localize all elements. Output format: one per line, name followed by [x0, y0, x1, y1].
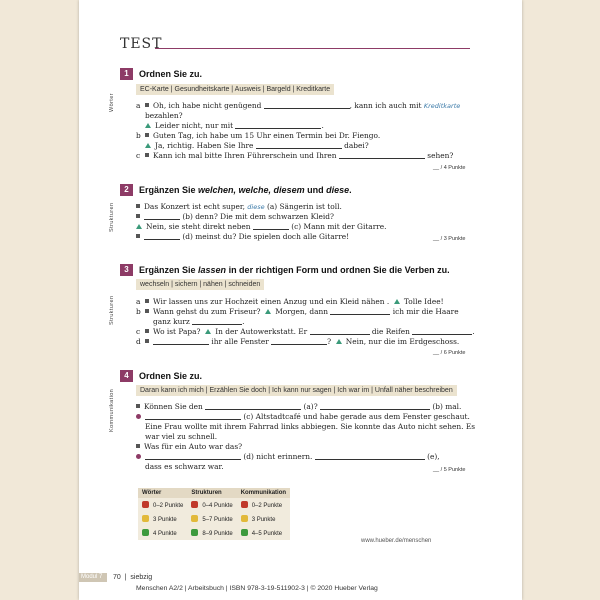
section-3-words: wechseln | sichern | nähen | schneiden: [140, 281, 261, 288]
green-lamp-icon: [241, 529, 248, 536]
module-tag: Modul 7: [79, 573, 107, 582]
answer-blank[interactable]: [412, 327, 472, 335]
speaker-square-icon: [145, 133, 149, 137]
answer-blank[interactable]: [192, 317, 242, 325]
section-4-side-label: Kommunikation: [109, 388, 115, 432]
speaker-square-icon: [145, 299, 149, 303]
green-lamp-icon: [142, 529, 149, 536]
handwritten-answer: Kreditkarte: [423, 102, 461, 110]
answer-blank[interactable]: [339, 151, 425, 159]
answer-blank[interactable]: [144, 212, 180, 220]
section-4-exercise: Können Sie den (a)? (b) mal. (c) Altstadtcafé und habe gerade aus dem Fenster geschaut. Eine Frau wollte mit ihrem Fahrrad links abbiegen. Sie konnte das Auto nicht sehen. Es war viel zu schnell. Was für ein Auto war das? (d) nicht erinnern. (e), dass es schwarz war.: [136, 402, 475, 472]
speaker-square-icon: [145, 339, 149, 343]
score-legend-table: [138, 488, 290, 540]
red-lamp-icon: [241, 501, 248, 508]
answer-blank[interactable]: [315, 452, 425, 460]
speaker-square-icon: [136, 444, 140, 448]
answer-blank[interactable]: [320, 402, 430, 410]
section-3-word-box: [136, 279, 264, 290]
page-title: TEST: [120, 36, 163, 52]
yellow-lamp-icon: [241, 515, 248, 522]
speaker-square-icon: [136, 214, 140, 218]
copyright-line: Menschen A2/2 | Arbeitsbuch | ISBN 978-3-19-511902-3 | © 2020 Hueber Verlag: [136, 585, 378, 592]
legend-header: Wörter: [138, 488, 187, 498]
speaker-dot-icon: [136, 414, 141, 419]
section-2-score: __ / 3 Punkte: [433, 236, 466, 242]
item-label: a: [136, 101, 141, 110]
answer-blank[interactable]: [145, 452, 241, 460]
section-2-number: 2: [120, 184, 133, 196]
website-link[interactable]: www.hueber.de/menschen: [361, 538, 432, 544]
answer-blank[interactable]: [205, 402, 301, 410]
legend-header: Strukturen: [187, 488, 236, 498]
section-1-word-box: [136, 84, 334, 95]
section-3-side-label: Strukturen: [109, 295, 115, 325]
answer-blank[interactable]: [253, 222, 289, 230]
section-4-score: __ / 5 Punkte: [433, 467, 466, 473]
red-lamp-icon: [191, 501, 198, 508]
answer-blank[interactable]: [235, 121, 321, 129]
red-lamp-icon: [142, 501, 149, 508]
speaker-triangle-icon: [336, 339, 342, 344]
section-1-exercise: a Oh, ich habe nicht genügend , kann ich auch mit Kreditkarte bezahlen? Leider nicht, nur mit . b Guten Tag, ich habe um 15 Uhr einen Termin bei Dr. Fiengo. Ja, richtig. Haben Sie Ihre dabei? c Kann ich mal bitte Ihren Führerschein und Ihren sehen?: [136, 101, 461, 160]
section-3-number: 3: [120, 264, 133, 276]
section-3-exercise: a Wir lassen uns zur Hochzeit einen Anzug und ein Kleid nähen . Tolle Idee! b Wann gehst du zum Friseur? Morgen, dann ich mir die Haare ganz kurz . c Wo ist Papa? In der Autowerkstatt. Er die Reifen . d ihr alle Fenster ? Nein, nur die im Erdgeschoss.: [136, 297, 475, 346]
section-1-score: __ / 4 Punkte: [433, 165, 466, 171]
section-3-score: __ / 6 Punkte: [433, 350, 466, 356]
yellow-lamp-icon: [191, 515, 198, 522]
legend-header: Kommunikation: [237, 488, 290, 498]
section-2-exercise: Das Konzert ist echt super, diese (a) Sängerin ist toll. (b) denn? Die mit dem schwarzen Kleid? Nein, sie steht direkt neben (c) Mann mit der Gitarre. (d) meinst du? Die spielen doch alle Gitarre!: [136, 202, 387, 242]
speaker-triangle-icon: [136, 224, 142, 229]
section-2-side-label: Strukturen: [109, 202, 115, 232]
workbook-page: [79, 0, 522, 600]
speaker-triangle-icon: [265, 309, 271, 314]
section-1-words: EC-Karte | Gesundheitskarte | Ausweis | Bargeld | Kreditkarte: [140, 86, 331, 93]
title-rule: [155, 48, 470, 49]
section-1-side-label: Wörter: [109, 93, 115, 112]
answer-blank[interactable]: [271, 337, 327, 345]
speaker-square-icon: [136, 204, 140, 208]
answer-blank[interactable]: [153, 337, 209, 345]
legend-header-row: [138, 488, 290, 498]
section-4-word-box: [136, 385, 457, 396]
speaker-triangle-icon: [145, 143, 151, 148]
answer-blank[interactable]: [145, 412, 241, 420]
yellow-lamp-icon: [142, 515, 149, 522]
section-4-number: 4: [120, 370, 133, 382]
section-4-title: Ordnen Sie zu.: [139, 371, 203, 381]
speaker-triangle-icon: [205, 329, 211, 334]
speaker-square-icon: [145, 329, 149, 333]
speaker-square-icon: [145, 103, 149, 107]
section-1-title: Ordnen Sie zu.: [139, 69, 203, 79]
speaker-square-icon: [145, 153, 149, 157]
speaker-square-icon: [145, 309, 149, 313]
page-number: 70 | siebzig: [113, 574, 153, 581]
answer-blank[interactable]: [264, 101, 350, 109]
speaker-square-icon: [136, 404, 140, 408]
handwritten-answer: diese: [247, 203, 265, 211]
section-3-title: Ergänzen Sie lassen in der richtigen Form und ordnen Sie die Verben zu.: [139, 265, 450, 275]
section-2-title: Ergänzen Sie welchen, welche, diesem und diese.: [139, 185, 352, 195]
section-4-words: Daran kann ich mich | Erzählen Sie doch | Ich kann nur sagen | Ich war im | Unfall näher beschreiben: [140, 387, 453, 394]
section-1-number: 1: [120, 68, 133, 80]
answer-blank[interactable]: [144, 232, 180, 240]
legend-row: 4 Punkte 8–9 Punkte 4–5 Punkte: [138, 526, 290, 540]
answer-blank[interactable]: [310, 327, 370, 335]
speaker-dot-icon: [136, 454, 141, 459]
green-lamp-icon: [191, 529, 198, 536]
speaker-square-icon: [136, 234, 140, 238]
legend-row: 0–2 Punkte 0–4 Punkte 0–2 Punkte: [138, 498, 290, 512]
speaker-triangle-icon: [394, 299, 400, 304]
answer-blank[interactable]: [330, 307, 390, 315]
speaker-triangle-icon: [145, 123, 151, 128]
answer-blank[interactable]: [256, 141, 342, 149]
legend-row: 3 Punkte 5–7 Punkte 3 Punkte: [138, 512, 290, 526]
